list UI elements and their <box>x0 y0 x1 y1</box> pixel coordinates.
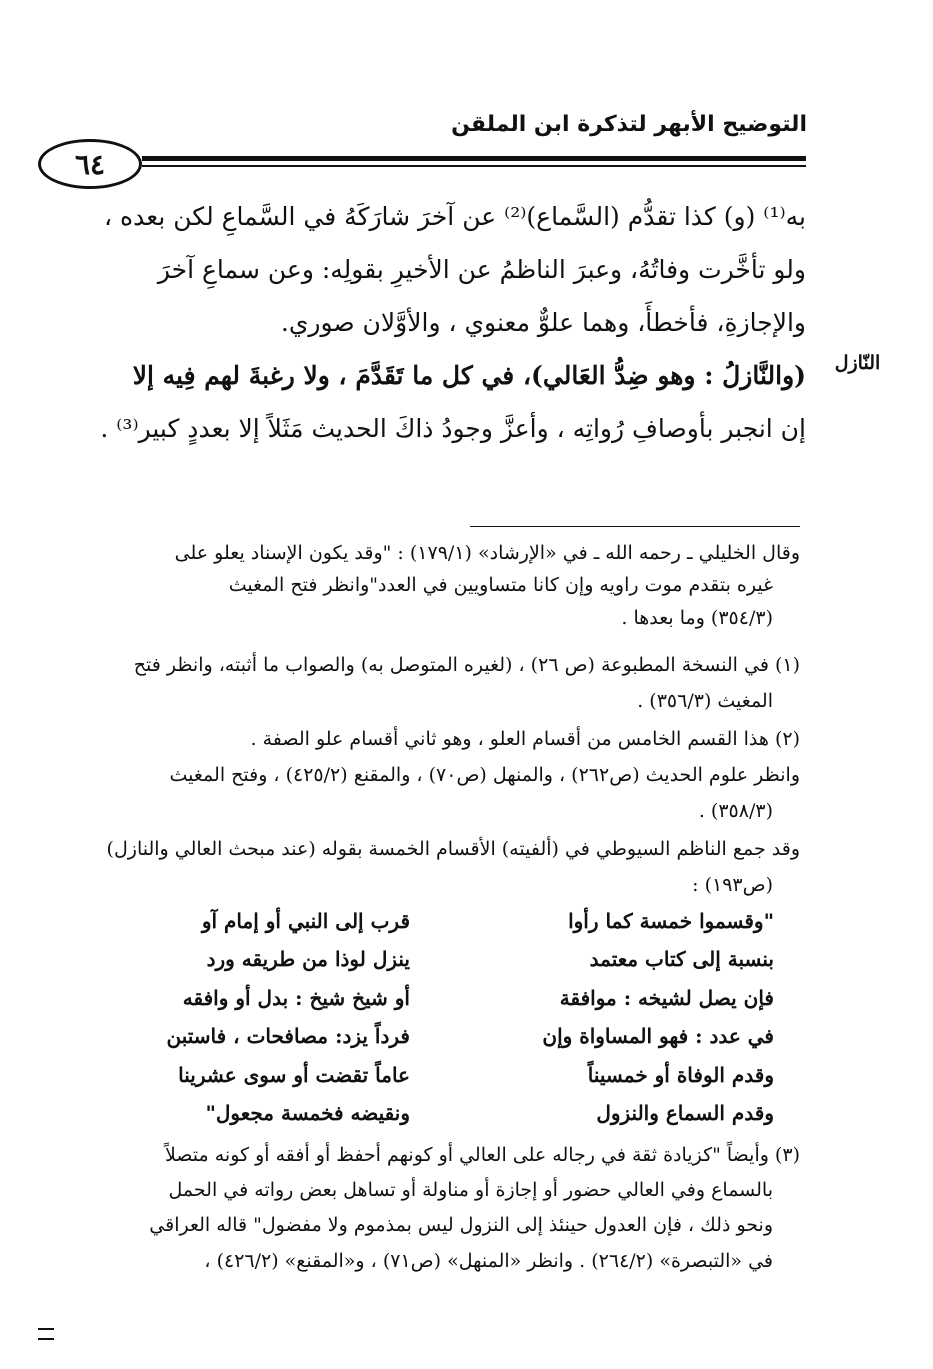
footnote-separator <box>470 526 800 527</box>
footnote-line: غيره بتقدم موت راويه وإن كانا متساويين في العدد"وانظر فتح المغيث <box>228 574 773 596</box>
footnote-2-line: وقد جمع الناظم السيوطي في (ألفيته) الأقسام الخمسة بقوله (عند مبحث العالي والنازل) <box>106 838 800 860</box>
footnote-2-line: (ص١٩٣) : <box>692 874 773 896</box>
footnote-3-line: (٣) وأيضاً "كزيادة ثقة في رجاله على العالي أو كونهم أحفظ أو أفقه أو كونه متصلاً <box>164 1144 800 1166</box>
poem-verse-second: أو شيخ شيخ : بدل أو وافقه <box>182 986 410 1010</box>
poem-verse-first: في عدد : فهو المساواة وإن <box>542 1024 774 1048</box>
poem-verse-second: قرب إلى النبي أو إمام آو <box>201 909 410 933</box>
margin-note: النّازل <box>834 352 881 374</box>
page-number <box>38 139 142 189</box>
poem-verse-second: عاماً تقضت أو سوى عشرينا <box>178 1063 410 1087</box>
poem-verse-second: ينزل لوذا من طريقه ورد <box>206 947 410 971</box>
poem-verse-second: ونقيضه فخمسة مجعول" <box>205 1101 410 1125</box>
footnote-2-line: وانظر علوم الحديث (ص٢٦٢) ، والمنهل (ص٧٠) ، والمقنع (٤٢٥/٢) ، وفتح المغيث <box>169 764 800 786</box>
main-line: به⁽¹⁾ (و) كذا تقدُّم (السَّماع)⁽²⁾ عن آخرَ شارَكَهُ في السَّماعِ لكن بعده ، <box>104 202 806 231</box>
main-line: (والنَّازلُ : وهو ضِدُّ العَالي)، في كل ما تَقَدَّمَ ، ولا رغبةَ لهم فِيه إلا <box>132 361 806 390</box>
running-header-title: التوضيح الأبهر لتذكرة ابن الملقن <box>451 112 807 137</box>
footnote-1-line: المغيث (٣٥٦/٣) . <box>637 690 773 712</box>
continuation-mark <box>38 1328 54 1340</box>
main-line: إن انجبر بأوصافِ رُواتِه ، وأعزَّ وجودُ ذاكَ الحديث مَثَلاً إلا بعددٍ كبير⁽³⁾ . <box>100 414 806 443</box>
page-number-text: ٦٤ <box>74 147 106 181</box>
header-rule-thick <box>142 156 806 161</box>
poem-verse-first: فإن يصل لشيخه : موافقة <box>559 986 774 1010</box>
footnote-2-line: (٣٥٨/٣) . <box>698 800 773 822</box>
footnote-line: وقال الخليلي ـ رحمه الله ـ في «الإرشاد» (١٧٩/١) : "وقد يكون الإسناد يعلو على <box>174 542 800 564</box>
poem-verse-first: وقدم الوفاة أو خمسيناً <box>587 1063 774 1087</box>
footnote-1-line: (١) في النسخة المطبوعة (ص ٢٦) ، (لغيره المتوصل به) والصواب ما أثبته، وانظر فتح <box>133 654 800 676</box>
footnote-line: (٣٥٤/٣) وما بعدها . <box>621 607 773 629</box>
poem-verse-first: "وقسموا خمسة كما رأوا <box>568 909 774 933</box>
footnote-2-line: (٢) هذا القسم الخامس من أقسام العلو ، وهو ثاني أقسام علو الصفة . <box>250 728 800 750</box>
main-text <box>46 190 806 455</box>
header-rule-thin <box>142 165 806 167</box>
main-line: والإجازةِ، فأخطأَ، وهما علوٌّ معنوي ، والأوَّلان صوري. <box>280 308 806 337</box>
footnote-3-line: في «التبصرة» (٢٦٤/٢) . وانظر «المنهل» (ص٧١) ، و«المقنع» (٤٢٦/٢) ، <box>204 1250 773 1272</box>
footnote-3-line: بالسماع وفي العالي حضور أو إجازة أو مناولة أو تساهل بعض رواته في الحمل <box>168 1179 773 1201</box>
main-line: ولو تأخَّرت وفاتُهُ، وعبرَ الناظمُ عن الأخيرِ بقولِه: وعن سماعِ آخرَ <box>157 255 806 284</box>
poem-verse-second: فرداً يزد: مصافحات ، فاستبن <box>166 1024 410 1048</box>
poem-verse-first: بنسبة إلى كتاب معتمد <box>589 947 774 971</box>
poem-verse-first: وقدم السماع والنزول <box>596 1101 774 1125</box>
footnote-3-line: ونحو ذلك ، فإن العدول حينئذ إلى النزول ليس بمذموم ولا مفضول" قاله العراقي <box>149 1214 773 1236</box>
